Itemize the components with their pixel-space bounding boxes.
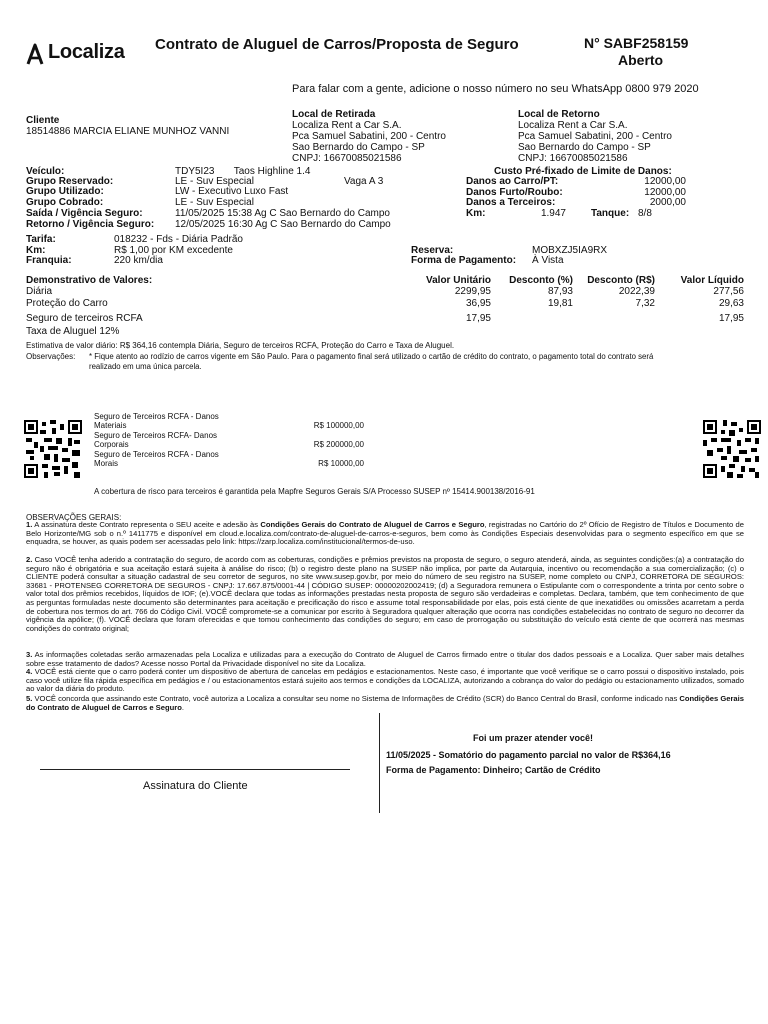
veiculo-label: Veículo: bbox=[26, 166, 65, 177]
danos-label: Danos a Terceiros: bbox=[466, 197, 556, 208]
saida-label: Saída / Vigência Seguro: bbox=[26, 208, 143, 219]
somatorio-text: 11/05/2025 - Somatório do pagamento parcial no valor de R$364,16 bbox=[386, 750, 671, 760]
qr-code-icon bbox=[24, 420, 82, 478]
seguro-desc: Materiais bbox=[94, 421, 127, 430]
table-header: Desconto (R$) bbox=[587, 275, 655, 286]
signature-line bbox=[40, 769, 350, 770]
table-cell: 87,93 bbox=[547, 286, 573, 297]
cobertura-text: A cobertura de risco para terceiros é garantida pela Mapfre Seguros Gerais S/A Processo SUSEP nº 15414.900138/2016-91 bbox=[94, 487, 535, 496]
km-exc-label: Km: bbox=[26, 245, 46, 256]
obs-number: 4. bbox=[26, 667, 33, 676]
grupo-cobrado-value: LE - Suv Especial bbox=[175, 197, 254, 208]
saida-value: 11/05/2025 15:38 Ag C Sao Bernardo do Campo bbox=[175, 208, 390, 219]
observacoes-text: * Fique atento ao rodízio de carros vigente em São Paulo. Para o pagamento final será utilizado o cartão de crédito do contrato, o pagamento total do contrato será bbox=[89, 352, 654, 361]
seguro-value: R$ 200000,00 bbox=[313, 440, 364, 449]
retorno-line: Sao Bernardo do Campo - SP bbox=[518, 142, 651, 153]
danos-value: 2000,00 bbox=[649, 197, 686, 208]
reserva-label: Reserva: bbox=[411, 245, 454, 256]
contract-number: N° SABF258159 bbox=[584, 35, 689, 51]
tanque-label: Tanque: bbox=[591, 208, 630, 219]
obs-text: Caso VOCÊ tenha aderido a contratação do seguro, de acordo com as coberturas, condições e prêmios previstos na proposta de seguro, o seguro atenderá, ainda, as seguintes condições:(a) a contratação do seguro não é obrigatória e sua aceitação estará sujeita à análise do risco; (b) o registro deste plano na SUSEP não implica, por parte da Autarquia, incentivo ou recomendação a sua comercialização; (c) o CLIENTE poderá consultar a situação cadastral de seu corretor de seguros, no site www.susep.gov.br, por meio do número de seu registro na SUSEP, nome completo ou CNPJ, CORRETORA DE SEGUROS: 33681 - PROTENSEG CORRETORA DE SEGUROS - CNPJ: 17.667.875/0001-44 | CÓDIGO SUSEP: 00000202002419; (d) a Seguradora remunera o Estipulante com o correspondente a trinta por cento sobre o valor total dos prêmios recebidos, líquidos de IOF; (e).VOCÊ declara que todas as informações prestadas nesta proposta de seguro são verdadeiras e completas. Declara, também, que tem conhecimento de que as perguntas formuladas neste documento são determinantes para aceitação e precificação do risco e assume total responsabilidade por elas, pois está ciente de que inexatidões ou omissões acarretam a perda de cobertura nos termos do art. 766 do Código Civil. VOCÊ compromete-se a comunicar por escrito à Seguradora qualquer alteração que ocorra nas condições estabelecidas no contrato de seguro no decorrer da vigência da apólice; (f). VOCÊ declara que foram oferecidas e que tomou conhecimento das condições do seguro; em caso de prorrogação ou substituição do veículo está ciente de que ocorrerá nas mesmas condições do contrato original; bbox=[26, 555, 744, 633]
danos-label: Danos ao Carro/PT: bbox=[466, 176, 559, 187]
table-cell: 2022,39 bbox=[618, 286, 655, 297]
retorno-line: Pca Samuel Sabatini, 200 - Centro bbox=[518, 131, 672, 142]
observacoes-label: Observações: bbox=[26, 352, 76, 361]
obs-number: 5. bbox=[26, 694, 33, 703]
obs-number: 2. bbox=[26, 555, 33, 564]
page-title: Contrato de Aluguel de Carros/Proposta de Seguro bbox=[155, 36, 519, 53]
table-cell: 17,95 bbox=[465, 313, 491, 324]
logo-text: Localiza bbox=[48, 41, 125, 63]
retorno-label: Local de Retorno bbox=[518, 109, 600, 120]
seguro-desc: Morais bbox=[94, 459, 119, 468]
table-cell: 277,56 bbox=[713, 286, 744, 297]
observacao-1 bbox=[26, 521, 744, 547]
obs-link-text: Condições Gerais do Contrato de Aluguel de Carros e Seguro bbox=[260, 520, 485, 529]
retirada-line: Sao Bernardo do Campo - SP bbox=[292, 142, 425, 153]
seguro-desc: Seguro de Terceiros RCFA- Danos bbox=[94, 431, 218, 440]
obs-number: 3. bbox=[26, 650, 33, 659]
prazer-text: Foi um prazer atender você! bbox=[473, 733, 594, 743]
observacoes-text: realizado em uma única parcela. bbox=[89, 362, 202, 371]
table-header: Valor Líquido bbox=[680, 275, 744, 286]
estimativa-text: Estimativa de valor diário: R$ 364,16 contempla Diária, Seguro de terceiros RCFA, Proteção do Carro e Taxa de Aluguel. bbox=[26, 341, 455, 350]
table-cell: 17,95 bbox=[718, 313, 744, 324]
table-cell: Seguro de terceiros RCFA bbox=[26, 313, 143, 324]
veiculo-value: TDY5I23 Taos Highline 1.4 bbox=[175, 166, 311, 177]
cliente-value: 18514886 MARCIA ELIANE MUNHOZ VANNI bbox=[26, 126, 230, 137]
table-header: Valor Unitário bbox=[425, 275, 491, 286]
danos-label: Danos Furto/Roubo: bbox=[466, 187, 563, 198]
seguro-desc: Seguro de Terceiros RCFA - Danos bbox=[94, 412, 219, 421]
obs-text: , registradas no Cartório do 2º Ofício de Registro de Títulos e Documento de Belo Horizonte/MG sob o n.º 1411775 e disponível em cloud.e.localiza.com/contrato-de-aluguel-de-carros-e-seguros, bem como às Condições Especiais desenvolvidas para o segmento específico em que se enquadra, se houver, as quais podem ser acessadas pelo link: https://zarp.localiza.com/institucional/termos-de-uso. bbox=[26, 520, 744, 547]
table-cell: 36,95 bbox=[465, 298, 491, 309]
cliente-label: Cliente bbox=[26, 115, 60, 126]
grupo-reservado-value: LE - Suv Especial bbox=[175, 176, 254, 187]
km-value: 1.947 bbox=[540, 208, 566, 219]
franquia-label: Franquia: bbox=[26, 255, 72, 266]
grupo-reservado-label: Grupo Reservado: bbox=[26, 176, 114, 187]
km-exc-value: R$ 1,00 por KM excedente bbox=[114, 245, 233, 256]
danos-title: Custo Pré-fixado de Limite de Danos: bbox=[494, 166, 672, 177]
grupo-cobrado-label: Grupo Cobrado: bbox=[26, 197, 104, 208]
observacao-5 bbox=[26, 695, 744, 712]
franquia-value: 220 km/dia bbox=[114, 255, 163, 266]
retirada-line: Localiza Rent a Car S.A. bbox=[292, 120, 402, 131]
forma-pagamento-text: Forma de Pagamento: Dinheiro; Cartão de Crédito bbox=[386, 765, 601, 775]
seguro-value: R$ 10000,00 bbox=[318, 459, 364, 468]
table-cell: 29,63 bbox=[718, 298, 744, 309]
reserva-value: MOBXZJ5IA9RX bbox=[532, 245, 608, 256]
obs-text: . bbox=[181, 702, 184, 712]
obs-text: As informações coletadas serão armazenadas pela Localiza e utilizadas para a execução do Contrato de Aluguel de Carros firmado entre o titular dos dados pessoais e a Localiza. Quer saber mais detalhes sobre esse tratamento de dados? Acesse nosso Portal da Privacidade disponível no site da Localiza. bbox=[26, 650, 744, 668]
vaga-value: Vaga A 3 bbox=[344, 176, 384, 187]
seguro-desc: Seguro de Terceiros RCFA - Danos bbox=[94, 450, 219, 459]
obs-text: A assinatura deste Contrato representa o SEU aceite e adesão às bbox=[34, 520, 261, 529]
tarifa-label: Tarifa: bbox=[26, 234, 56, 245]
retorno-vigencia-value: 12/05/2025 16:30 Ag C Sao Bernardo do Campo bbox=[175, 219, 391, 230]
pagamento-label: Forma de Pagamento: bbox=[411, 255, 517, 266]
observacoes-gerais-title: OBSERVAÇÕES GERAIS: bbox=[26, 513, 122, 522]
km-label: Km: bbox=[466, 208, 486, 219]
obs-link-text: Condições Gerais do Contrato de Aluguel de Carros e Seguro bbox=[26, 694, 744, 712]
obs-number: 1. bbox=[26, 520, 33, 529]
assinatura-label: Assinatura do Cliente bbox=[143, 780, 248, 792]
qr-code-icon bbox=[703, 420, 761, 478]
table-cell: 19,81 bbox=[547, 298, 573, 309]
seguro-value: R$ 100000,00 bbox=[313, 421, 364, 430]
obs-text: VOCÊ está ciente que o carro poderá conter um dispositivo de abertura de cancelas em pedágios e estacionamentos. Neste caso, é importante que você verifique se o carro possui o dispositivo instalado, pois caso você utilize fila rápida específica em pedágios e / ou estacionamentos estará sujeito aos termos e condições da LOCALIZA, autorizando a cobrança do valor do pedágio ou estacionamento utilizados, somado ao valor da diária do produto. bbox=[26, 667, 744, 694]
table-cell: Diária bbox=[26, 286, 53, 297]
tanque-value: 8/8 bbox=[638, 208, 652, 219]
observacao-3 bbox=[26, 651, 744, 668]
seguro-desc: Corporais bbox=[94, 440, 129, 449]
table-cell: 2299,95 bbox=[454, 286, 491, 297]
observacao-2 bbox=[26, 556, 744, 633]
retirada-label: Local de Retirada bbox=[292, 109, 376, 120]
danos-value: 12000,00 bbox=[644, 187, 686, 198]
danos-value: 12000,00 bbox=[644, 176, 686, 187]
vertical-divider bbox=[379, 713, 380, 813]
observacao-4 bbox=[26, 668, 744, 694]
table-header: Desconto (%) bbox=[509, 275, 573, 286]
obs-text: VOCÊ concorda que assinando este Contrato, você autoriza a Localiza a consultar seu nome no Sistema de Informações de Crédito (SCR) do Banco Central do Brasil, conforme indicado nas bbox=[34, 694, 680, 703]
contract-status: Aberto bbox=[618, 52, 664, 68]
table-header: Demonstrativo de Valores: bbox=[26, 275, 153, 286]
grupo-utilizado-value: LW - Executivo Luxo Fast bbox=[175, 186, 289, 197]
retorno-vigencia-label: Retorno / Vigência Seguro: bbox=[26, 219, 155, 230]
retorno-line: CNPJ: 16670085021586 bbox=[518, 153, 628, 164]
tarifa-value: 018232 - Fds - Diária Padrão bbox=[114, 234, 243, 245]
whatsapp-info: Para falar com a gente, adicione o nosso número no seu WhatsApp 0800 979 2020 bbox=[292, 83, 699, 95]
retirada-line: Pca Samuel Sabatini, 200 - Centro bbox=[292, 131, 446, 142]
retirada-line: CNPJ: 16670085021586 bbox=[292, 153, 402, 164]
table-cell: 7,32 bbox=[635, 298, 655, 309]
retorno-line: Localiza Rent a Car S.A. bbox=[518, 120, 628, 131]
pagamento-value: À Vista bbox=[532, 255, 564, 266]
localiza-logo-icon bbox=[24, 42, 46, 66]
grupo-utilizado-label: Grupo Utilizado: bbox=[26, 186, 104, 197]
table-cell: Proteção do Carro bbox=[26, 298, 108, 309]
table-cell: Taxa de Aluguel 12% bbox=[26, 326, 120, 337]
